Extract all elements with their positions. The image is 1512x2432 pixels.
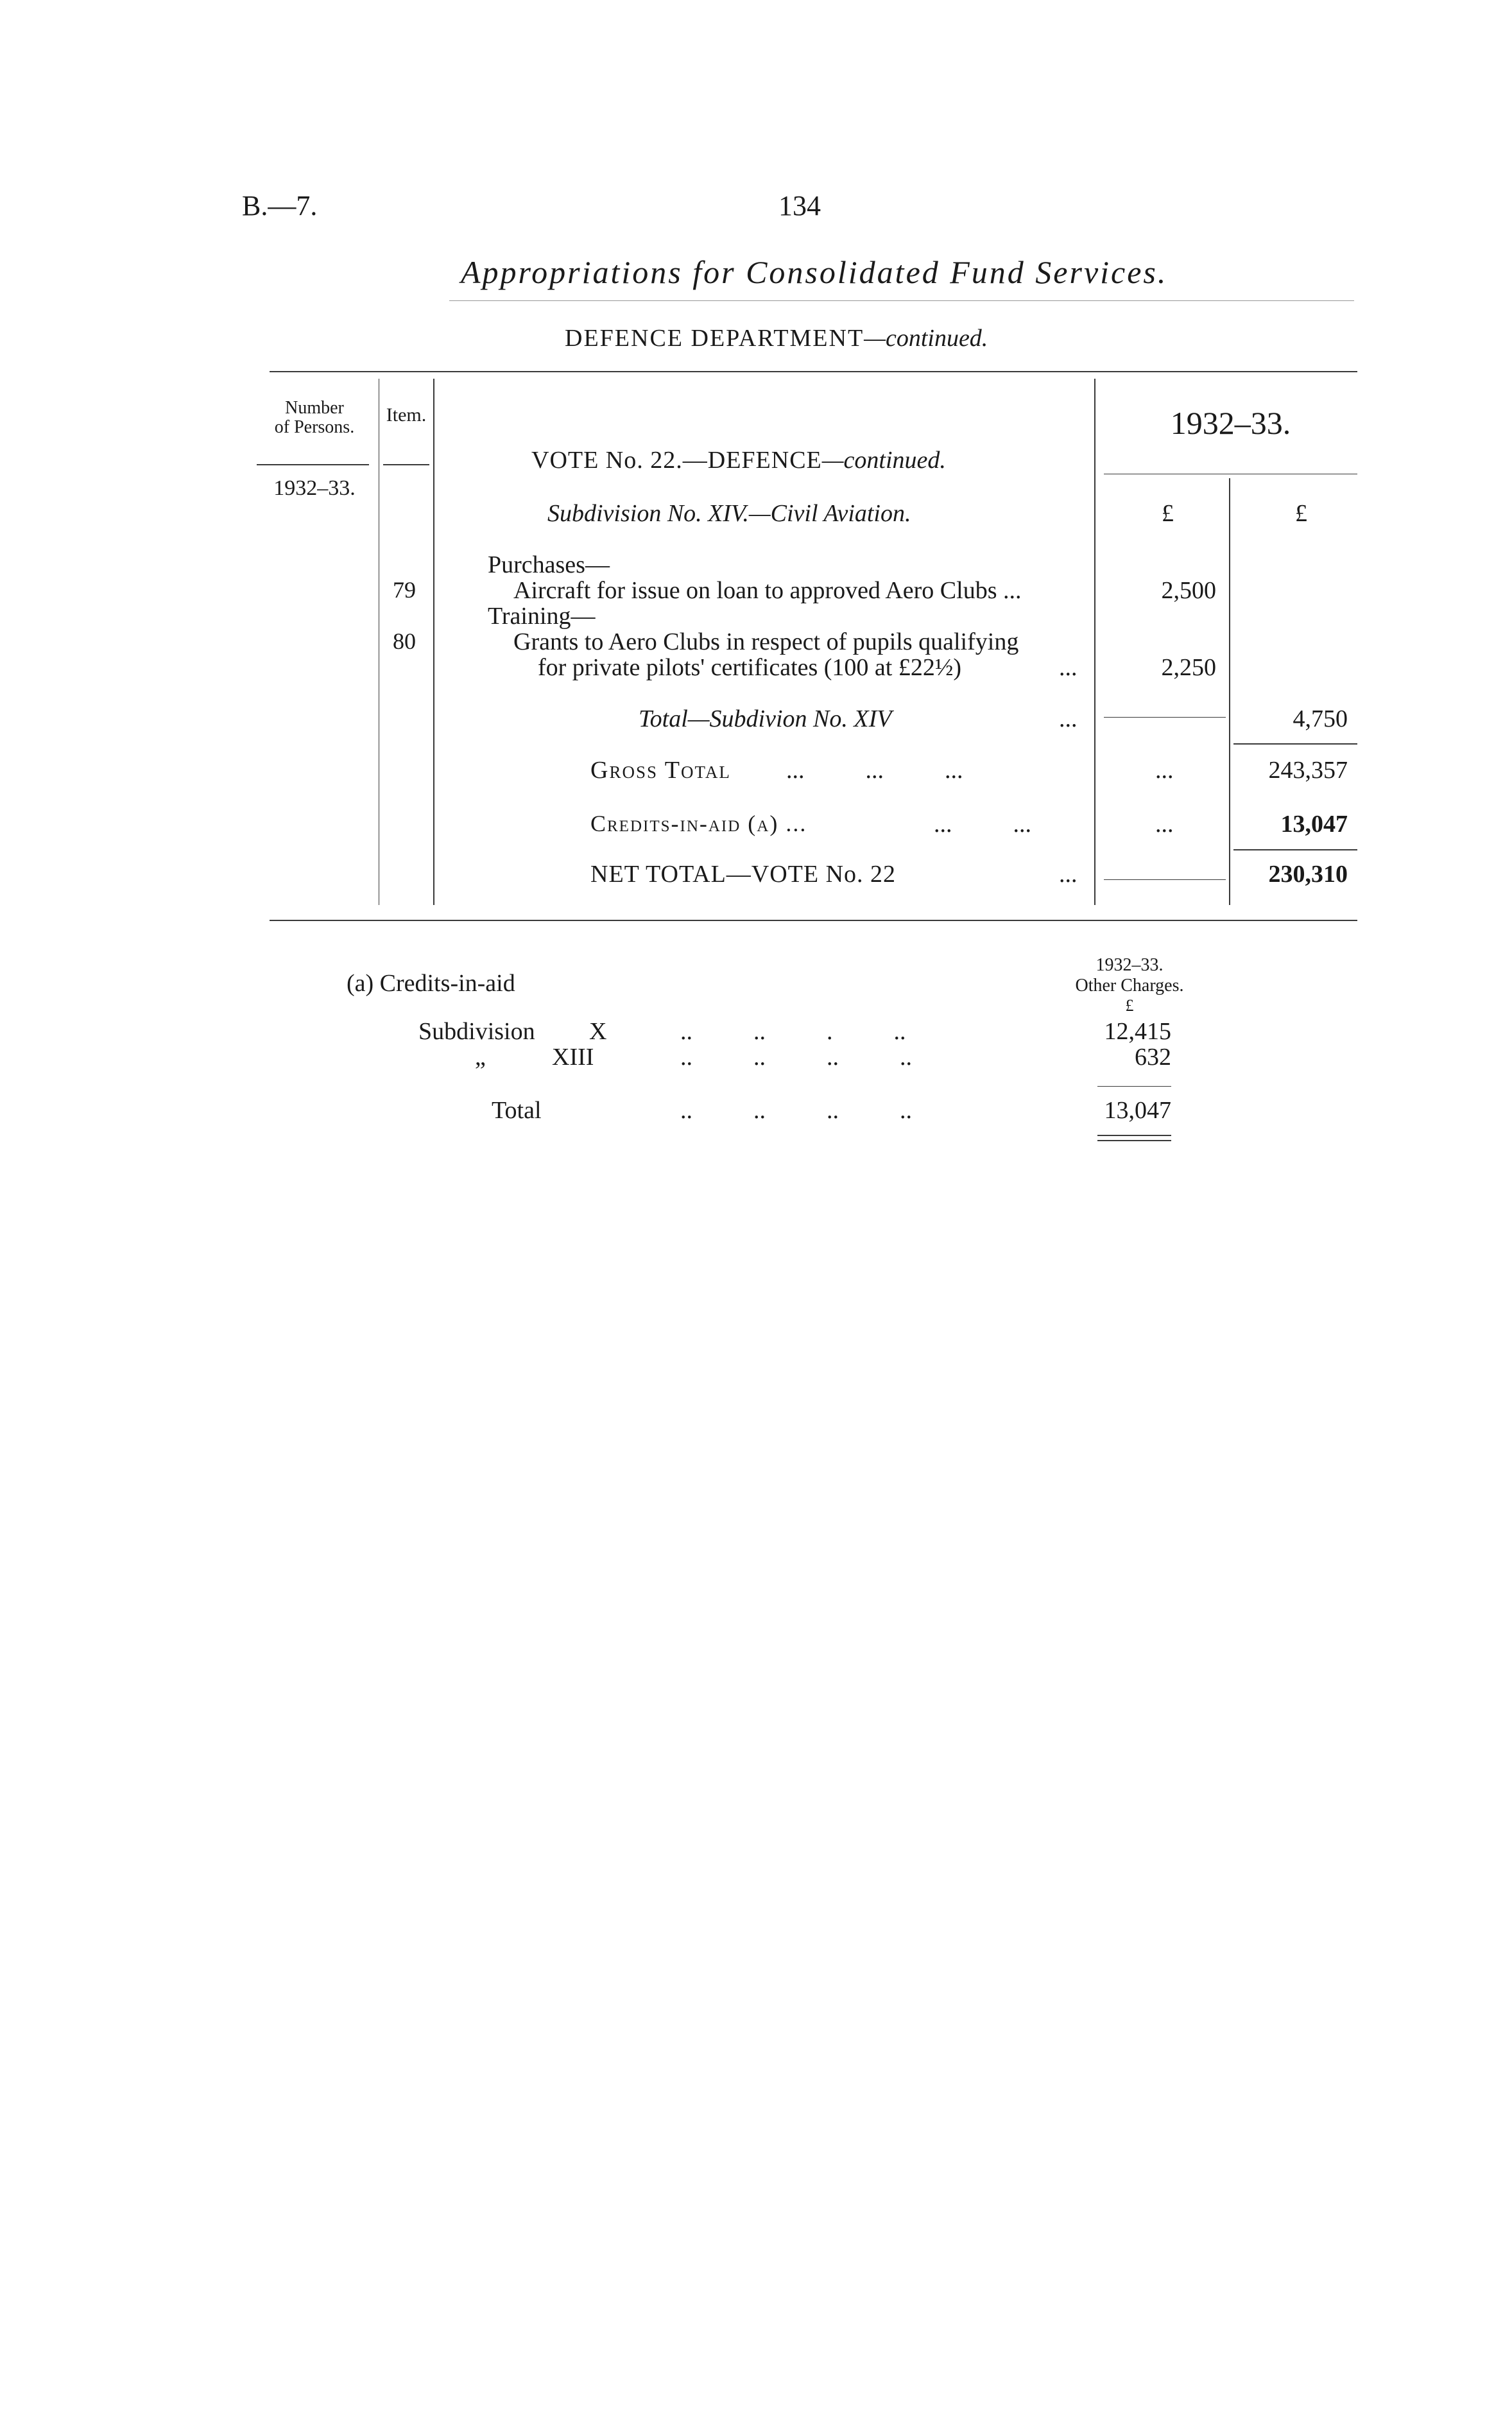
footnote-label: (a) Credits-in-aid bbox=[347, 970, 515, 997]
gross-total-label: Gross Total bbox=[590, 757, 731, 784]
col-year: 1932–33. bbox=[1170, 405, 1291, 441]
credits-in-aid-label: Credits-in-aid (a) ... bbox=[590, 811, 807, 836]
table-top-rule bbox=[270, 371, 1357, 372]
item80-description-line1: Grants to Aero Clubs in respect of pupils qualifying bbox=[513, 628, 1019, 655]
footnote-row-1-label: Subdivision bbox=[418, 1018, 535, 1045]
department-heading bbox=[565, 324, 988, 352]
net-total-label: NET TOTAL—VOTE No. 22 bbox=[590, 861, 897, 888]
total-sub-value: 4,750 bbox=[1293, 705, 1348, 732]
item79-value: 2,500 bbox=[1161, 577, 1216, 604]
footnote-double-rule-2 bbox=[1097, 1140, 1171, 1141]
item-desc-divider bbox=[433, 379, 434, 905]
desc-amount-divider bbox=[1094, 379, 1095, 905]
col-item: Item. bbox=[386, 404, 427, 426]
subdivision-title: Subdivision No. XIV.—Civil Aviation. bbox=[547, 500, 911, 527]
footnote-double-rule-1 bbox=[1097, 1135, 1171, 1136]
footnote-row-1-dots: .. .. . .. bbox=[680, 1018, 906, 1045]
footnote-row-1-sub: X bbox=[589, 1018, 607, 1045]
footnote-total-label: Total bbox=[492, 1097, 542, 1124]
vote-title-suffix: —continued. bbox=[821, 447, 946, 474]
credits-in-aid-value: 13,047 bbox=[1280, 811, 1348, 838]
subtotal-rule bbox=[1104, 717, 1226, 718]
footnote-row-2-dots: .. .. .. .. bbox=[680, 1044, 912, 1071]
gross-mid-dots: ... bbox=[1155, 757, 1174, 784]
footnote-row-2-label: „ bbox=[475, 1044, 486, 1071]
footnote-col-heading: Other Charges. bbox=[1075, 976, 1184, 996]
footnote-col-currency: £ bbox=[1125, 996, 1134, 1015]
item-header-rule bbox=[383, 464, 429, 465]
item79-number: 79 bbox=[393, 577, 416, 603]
footnote-row-2-sub: XIII bbox=[552, 1044, 594, 1071]
gross-total-dots: ... ... ... bbox=[786, 757, 963, 784]
currency-1: £ bbox=[1162, 500, 1174, 527]
col-persons-line2: of Persons. bbox=[274, 417, 355, 437]
footnote-year: 1932–33. bbox=[1095, 955, 1164, 975]
item79-description: Aircraft for issue on loan to approved Aero Clubs ... bbox=[513, 577, 1022, 604]
item80-dots: ... bbox=[1059, 654, 1078, 681]
footnote-total-dots: .. .. .. .. bbox=[680, 1097, 912, 1124]
total-sub-label: Total—Subdivion No. XIV bbox=[639, 705, 892, 732]
net-rule bbox=[1233, 849, 1357, 850]
persons-year: 1932–33. bbox=[273, 476, 356, 500]
page-title: Appropriations for Consolidated Fund Services. bbox=[461, 254, 1168, 290]
credits-in-aid-dots: ... ... bbox=[934, 811, 1031, 838]
col-persons-line1: Number bbox=[285, 398, 344, 418]
gross-total-value: 243,357 bbox=[1268, 757, 1348, 784]
amount-total-divider bbox=[1229, 478, 1230, 905]
net-total-value: 230,310 bbox=[1268, 861, 1348, 888]
currency-2: £ bbox=[1295, 500, 1307, 527]
gross-rule bbox=[1233, 743, 1357, 745]
title-rule bbox=[449, 300, 1354, 301]
table-bottom-rule bbox=[270, 920, 1357, 921]
training-heading: Training— bbox=[488, 603, 596, 630]
vote-title bbox=[531, 446, 946, 474]
item80-value: 2,250 bbox=[1161, 654, 1216, 681]
footnote-total-value: 13,047 bbox=[1104, 1097, 1171, 1124]
purchases-heading: Purchases— bbox=[488, 551, 610, 578]
total-sub-dots: ... bbox=[1059, 705, 1078, 732]
page-number: 134 bbox=[778, 190, 821, 221]
net-dash-rule bbox=[1104, 879, 1226, 880]
net-total-dots: ... bbox=[1059, 861, 1078, 888]
item80-number: 80 bbox=[393, 628, 416, 654]
footnote-row-2-value: 632 bbox=[1135, 1044, 1171, 1071]
department-name: DEFENCE DEPARTMENT bbox=[565, 325, 864, 352]
vote-title-text: VOTE No. 22.—DEFENCE bbox=[531, 447, 822, 474]
credits-mid-dots: ... bbox=[1155, 811, 1174, 838]
footnote-row-1-value: 12,415 bbox=[1104, 1018, 1171, 1045]
page-ref: B.—7. bbox=[242, 190, 318, 221]
department-suffix: —continued. bbox=[864, 325, 988, 352]
item80-description-line2: for private pilots' certificates (100 at £22½) bbox=[538, 654, 962, 681]
footnote-sum-rule bbox=[1097, 1086, 1171, 1087]
persons-header-rule bbox=[257, 464, 369, 465]
